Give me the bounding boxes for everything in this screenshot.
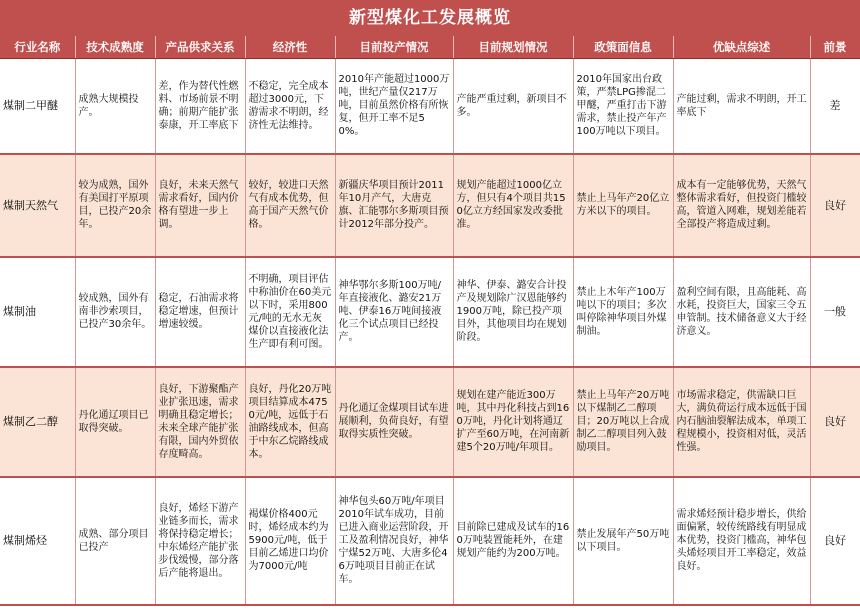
- header-maturity: 技术成熟度: [75, 36, 155, 59]
- table-row: [0, 154, 860, 257]
- header-review: 优缺点综述: [673, 36, 810, 59]
- maturity-cell: 较成熟，国外有南非沙索项目，已投产30余年。: [75, 257, 155, 367]
- industry-name: 煤制烯烃: [0, 477, 75, 605]
- prospect-cell: 良好: [810, 154, 860, 257]
- industry-name: 煤制天然气: [0, 154, 75, 257]
- review-cell: 盈利空间有限，且高能耗、高水耗，投资巨大，国家三令五申管制。技术储备意义大于经济意义。: [673, 257, 810, 367]
- table-row: [0, 257, 860, 367]
- header-row: [0, 36, 860, 59]
- prospect-cell: 良好: [810, 477, 860, 605]
- production-cell: 2010年产能超过1000万吨，世纪产量仅217万吨，目前虽然价格有所恢复，但开工率不足50%。: [335, 59, 453, 154]
- policy-cell: 禁止上马年产20万吨以下煤制乙二醇项目；20万吨以上合成制乙二醇项目列入鼓励项目。: [573, 367, 673, 477]
- header-supply: 产品供求关系: [155, 36, 245, 59]
- policy-cell: 禁止发展年产50万吨以下项目。: [573, 477, 673, 605]
- review-cell: 产能过剩，需求不明朗，开工率底下: [673, 59, 810, 154]
- prospect-cell: 良好: [810, 367, 860, 477]
- supply-cell: 良好，下游聚酯产业扩张迅速，需求明确且稳定增长；未来全球产能扩张有限，国内外贸依存度畸高。: [155, 367, 245, 477]
- review-cell: 成本有一定能够优势，天然气整体需求看好，但投资门槛较高，管道入网难，规划差能若全部投产将造成过剩。: [673, 154, 810, 257]
- header-prospect: 前景: [810, 36, 860, 59]
- header-production: 目前投产情况: [335, 36, 453, 59]
- production-cell: 神华鄂尔多斯100万吨/年直接液化、潞安21万吨、伊泰16万吨间接液化三个试点项目已经投产。: [335, 257, 453, 367]
- header-planning: 目前规划情况: [453, 36, 573, 59]
- industry-name: 煤制乙二醇: [0, 367, 75, 477]
- maturity-cell: 较为成熟，国外有美国打平原项目，已投产20余年。: [75, 154, 155, 257]
- planning-cell: 规划在建产能近300万吨，其中丹化科技占到160万吨，丹化计划将通辽扩产至60万吨，在河南新建5个20万吨/年项目。: [453, 367, 573, 477]
- maturity-cell: 成熟、部分项目已投产: [75, 477, 155, 605]
- planning-cell: 产能严重过剩，新项目不多。: [453, 59, 573, 154]
- prospect-cell: 一般: [810, 257, 860, 367]
- header-industry: 行业名称: [0, 36, 75, 59]
- prospect-cell: 差: [810, 59, 860, 154]
- maturity-cell: 丹化通辽项目已取得突破。: [75, 367, 155, 477]
- review-cell: 需求烯烃预计稳步增长，供给面偏紧，较传统路线有明显成本优势，投资门槛高，神华包头烯烃项目开工率稳定，效益良好。: [673, 477, 810, 605]
- supply-cell: 良好，未来天然气需求看好，国内价格有望进一步上调。: [155, 154, 245, 257]
- coal-chemical-table: [0, 36, 860, 606]
- economy-cell: 不明确，项目评估中称油价在60美元以下时，采用800元/吨的无水无灰煤价以直接液化法生产即有利可图。: [245, 257, 335, 367]
- economy-cell: 不稳定，完全成本超过3000元，下游需求不明朗，经济性无法维持。: [245, 59, 335, 154]
- production-cell: 新疆庆华项目预计2011年10月产气，大唐克旗、汇能鄂尔多斯项目预计2012年部分投产。: [335, 154, 453, 257]
- economy-cell: 良好，丹化20万吨项目结算成本4750元/吨，远低于石油路线成本，但高于中东乙烷路线成本。: [245, 367, 335, 477]
- header-policy: 政策面信息: [573, 36, 673, 59]
- policy-cell: 2010年国家出台政策，严禁LPG掺混二甲醚，严重打击下游需求，禁止投产年产100万吨以下项目。: [573, 59, 673, 154]
- economy-cell: 较好，较进口天然气有成本优势，但高于国产天然气价格。: [245, 154, 335, 257]
- table-row: [0, 367, 860, 477]
- economy-cell: 褐煤价格400元时，烯烃成本约为5900元/吨，低于目前乙烯进口均价为7000元/吨: [245, 477, 335, 605]
- production-cell: 神华包头60万吨/年项目2010年试车成功，目前已进入商业运营阶段，开工及盈利情况良好，神华宁煤52万吨、大唐多伦46万吨项目目前正在试车。: [335, 477, 453, 605]
- industry-name: 煤制油: [0, 257, 75, 367]
- maturity-cell: 成熟大规模投产。: [75, 59, 155, 154]
- production-cell: 丹化通辽金煤项目试车进展顺利，负荷良好，有望取得实质性突破。: [335, 367, 453, 477]
- header-economy: 经济性: [245, 36, 335, 59]
- table-title: 新型煤化工发展概览: [0, 0, 860, 36]
- policy-cell: 禁止上马年产20亿立方米以下的项目。: [573, 154, 673, 257]
- planning-cell: 规划产能超过1000亿立方，但只有4个项目共150亿立方经国家发改委批准。: [453, 154, 573, 257]
- policy-cell: 禁止上木年产100万吨以下的项目；多次叫停除神华项目外煤制油。: [573, 257, 673, 367]
- planning-cell: 神华、伊泰、潞安合计投产及规划除广汉恩能够约1900万吨，除已投产项目外，其他项目均在规划阶段。: [453, 257, 573, 367]
- industry-name: 煤制二甲醚: [0, 59, 75, 154]
- table-row: [0, 477, 860, 605]
- review-cell: 市场需求稳定，供需缺口巨大，满负荷运行成本远低于国内石脑油裂解法成本，单项工程规模小，投资相对低，灵活性强。: [673, 367, 810, 477]
- supply-cell: 稳定，石油需求将稳定增速，但预计增速较缓。: [155, 257, 245, 367]
- table-row: [0, 59, 860, 154]
- supply-cell: 良好，烯烃下游产业链多而长，需求将保持稳定增长；中东烯烃产能扩张步伐缓慢，部分落后产能将退出。: [155, 477, 245, 605]
- planning-cell: 目前除已建成及试车的160万吨装置能耗外，在建规划产能约为200万吨。: [453, 477, 573, 605]
- supply-cell: 差，作为替代性燃料、市场前景不明确；前期产能扩张泰康，开工率底下: [155, 59, 245, 154]
